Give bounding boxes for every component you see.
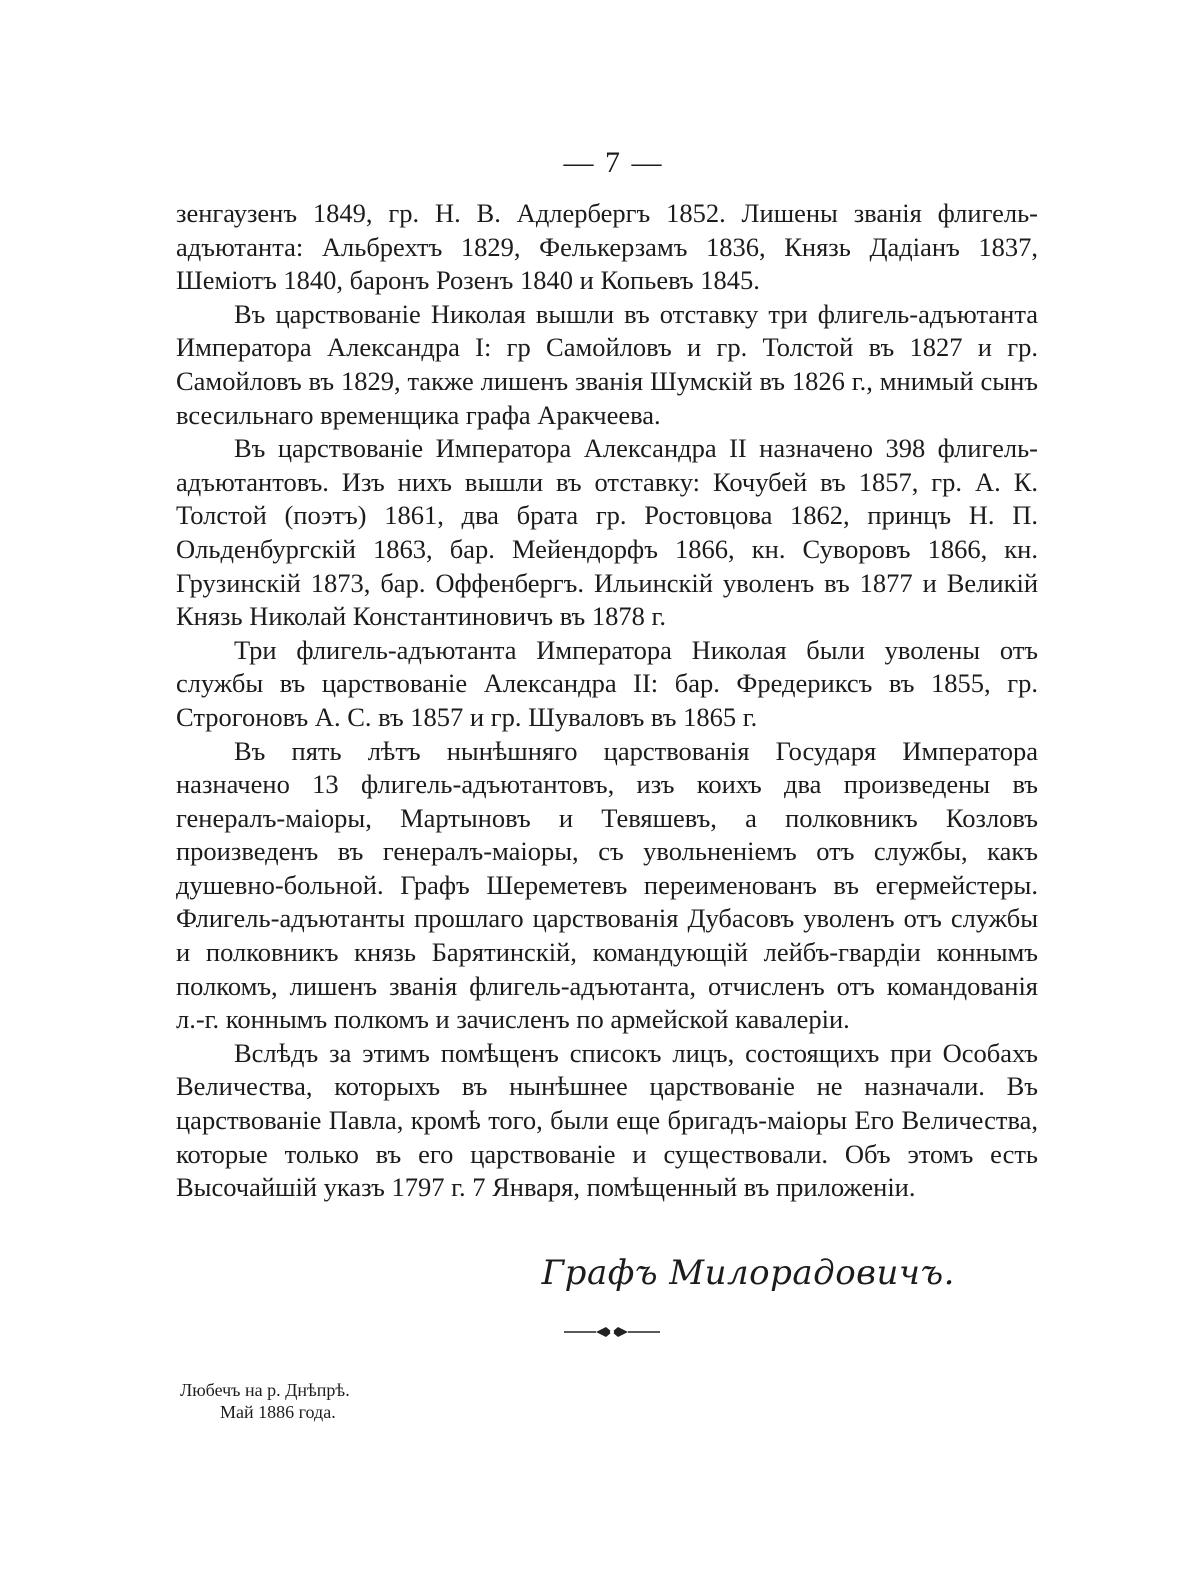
dateline-place: Любечъ на р. Днѣпрѣ. (180, 1380, 350, 1400)
paragraph-list-note: Вслѣдъ за этимъ помѣщенъ списокъ лицъ, состоящихъ при Особахъ Величества, которыхъ въ нынѣшнее царствованіе не назначали. Въ царствованіе Павла, кромѣ того, были еще бригадъ-маіоры Его Величества, которые только въ его царствованіе и существовали. Объ этомъ есть Высочайшій указъ 1797 г. 7 Января, помѣщенный въ приложеніи. (176, 1037, 1038, 1203)
paragraph-current-reign: Въ пять лѣтъ нынѣшняго царствованія Государя Императора назначено 13 флигель-адъютантовъ, изъ коихъ два произведены въ генералъ-маіоры, Мартыновъ и Тевяшевъ, а полковникъ Козловъ произведенъ въ генералъ-маіоры, съ увольненіемъ отъ службы, какъ душевно-больной. Графъ Шереметевъ переименованъ въ егермейстеры. Флигель-адъютанты прошлаго царствованія Дубасовъ уволенъ отъ службы и полковникъ князь Барятинскій, командующій лейбъ-гвардіи коннымъ полкомъ, лишенъ званія флигель-адъютанта, отчисленъ отъ командованія л.-г. коннымъ полкомъ и зачисленъ по армейской кавалеріи. (176, 735, 1038, 1035)
dateline (180, 1379, 350, 1423)
paragraph-continuation: зенгаузенъ 1849, гр. Н. В. Адлербергъ 1852. Лишены званія флигель-адъютанта: Альбрехтъ 1829, Фелькерзамъ 1836, Князь Дадіанъ 1837, Шеміотъ 1840, баронъ Розенъ 1840 и Копьевъ 1845. (176, 198, 1038, 296)
paragraph-alexander-ii-reign: Въ царствованіе Императора Александра II назначено 398 флигель-адъютантовъ. Изъ нихъ вышли въ отставку: Кочубей въ 1857, гр. А. К. Толстой (поэтъ) 1861, два брата гр. Ростовцова 1862, принцъ Н. П. Ольденбургскій 1863, бар. Мейендорфъ 1866, кн. Суворовъ 1866, кн. Грузинскій 1873, бар. Оффенбергъ. Ильинскій уволенъ въ 1877 и Великій Князь Николай Константиновичъ въ 1878 г. (176, 433, 1038, 632)
dateline-date: Май 1886 года. (220, 1402, 336, 1422)
body-text (176, 197, 1038, 1205)
page-number: — 7 — (563, 146, 664, 179)
divider-ornament (562, 1322, 662, 1342)
author-signature: Графъ Милорадовичъ. (541, 1253, 955, 1293)
paragraph-nicholas-reign: Въ царствованіе Николая вышли въ отставку три флигель-адъютанта Императора Александра I: гр Самойловъ и гр. Толстой въ 1827 и гр. Самойловъ въ 1829, также лишенъ званія Шумскій въ 1826 г., мнимый сынъ всесильнаго временщика графа Аракчеева. (176, 298, 1038, 430)
paragraph-nicholas-aides-dismissed: Три флигель-адъютанта Императора Николая были уволены отъ службы въ царствованіе Александра II: бар. Фредериксъ въ 1855, гр. Строгоновъ А. С. въ 1857 и гр. Шуваловъ въ 1865 г. (176, 634, 1038, 732)
